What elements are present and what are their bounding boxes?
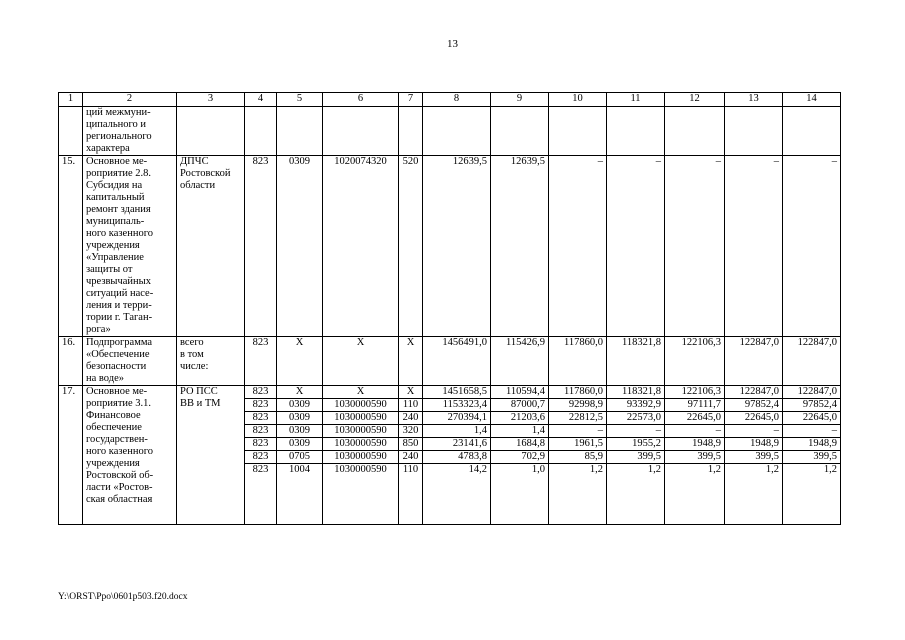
executor-cell (177, 156, 245, 337)
data-cell: – (549, 425, 607, 438)
data-cell: 122847,0 (783, 386, 841, 399)
data-cell: 1030000590 (323, 425, 399, 438)
header-cell: 13 (725, 93, 783, 107)
executor-cell-line: в том (180, 349, 204, 360)
name-cell-line: муниципаль- (86, 216, 145, 227)
empty-cell (399, 107, 423, 156)
executor-cell-line: всего (180, 337, 204, 348)
row-number-cell: 17. (59, 386, 83, 525)
data-cell: 22812,5 (549, 412, 607, 425)
data-cell: 22645,0 (725, 412, 783, 425)
data-cell: 1030000590 (323, 464, 399, 525)
data-cell: 520 (399, 156, 423, 337)
data-cell: 122847,0 (783, 337, 841, 386)
data-cell: – (783, 156, 841, 337)
data-cell: 399,5 (665, 451, 725, 464)
data-cell: Х (277, 386, 323, 399)
data-cell: 97852,4 (783, 399, 841, 412)
data-cell: 823 (245, 451, 277, 464)
header-cell: 10 (549, 93, 607, 107)
data-cell: 1030000590 (323, 399, 399, 412)
data-cell: 97111,7 (665, 399, 725, 412)
data-cell: 110594,4 (491, 386, 549, 399)
data-cell: 270394,1 (423, 412, 491, 425)
name-cell-line: роприятие 3.1. (86, 398, 152, 409)
table-row (59, 156, 841, 337)
row-number-cell: 15. (59, 156, 83, 337)
data-cell: 1,2 (783, 464, 841, 525)
data-cell: 399,5 (607, 451, 665, 464)
data-cell: 1684,8 (491, 438, 549, 451)
data-cell: 1030000590 (323, 412, 399, 425)
name-cell-line: Финансовое (86, 410, 141, 421)
empty-cell (783, 107, 841, 156)
data-cell: 117860,0 (549, 386, 607, 399)
executor-cell (177, 386, 245, 525)
name-cell-line: характера (86, 143, 130, 154)
executor-cell-line: ВВ и ТМ (180, 398, 221, 409)
empty-cell (665, 107, 725, 156)
data-cell: Х (323, 337, 399, 386)
empty-cell (491, 107, 549, 156)
data-cell: 850 (399, 438, 423, 451)
data-cell: 0309 (277, 399, 323, 412)
data-cell: 1,4 (423, 425, 491, 438)
data-cell: 0705 (277, 451, 323, 464)
header-row (59, 93, 841, 107)
name-cell-line: капитальный (86, 192, 145, 203)
data-cell: 823 (245, 337, 277, 386)
header-cell: 2 (83, 93, 177, 107)
data-cell: 1948,9 (725, 438, 783, 451)
data-cell: 21203,6 (491, 412, 549, 425)
name-cell-line: государствен- (86, 434, 148, 445)
data-cell: 87000,7 (491, 399, 549, 412)
name-cell-line: чрезвычайных (86, 276, 151, 287)
data-cell: Х (277, 337, 323, 386)
name-cell-line: ций межмуни- (86, 107, 151, 118)
name-cell-line: Ростовской об- (86, 470, 154, 481)
data-cell: 92998,9 (549, 399, 607, 412)
data-cell: 22645,0 (783, 412, 841, 425)
data-cell: 12639,5 (423, 156, 491, 337)
name-cell-line: Подпрограмма (86, 337, 153, 348)
name-cell-line: ципального и (86, 119, 147, 130)
name-cell-line: регионального (86, 131, 152, 142)
data-cell: 1004 (277, 464, 323, 525)
data-cell: 1153323,4 (423, 399, 491, 412)
empty-cell (245, 107, 277, 156)
data-cell: 1948,9 (783, 438, 841, 451)
data-cell: 12639,5 (491, 156, 549, 337)
data-cell: 399,5 (783, 451, 841, 464)
header-cell: 11 (607, 93, 665, 107)
data-cell: – (783, 425, 841, 438)
empty-cell (549, 107, 607, 156)
name-cell-line: роприятие 2.8. (86, 168, 152, 179)
data-cell: 110 (399, 399, 423, 412)
data-cell: 23141,6 (423, 438, 491, 451)
table-row (59, 337, 841, 386)
data-cell: 118321,8 (607, 337, 665, 386)
data-cell: 823 (245, 464, 277, 525)
empty-cell (323, 107, 399, 156)
executor-cell (177, 337, 245, 386)
data-cell: 1955,2 (607, 438, 665, 451)
row-number-cell (59, 107, 83, 156)
name-cell (83, 386, 177, 525)
table-row (59, 107, 841, 156)
data-cell: 0309 (277, 412, 323, 425)
data-cell: 0309 (277, 425, 323, 438)
header-cell: 8 (423, 93, 491, 107)
data-cell: – (665, 156, 725, 337)
data-cell: 1020074320 (323, 156, 399, 337)
data-cell: 122106,3 (665, 386, 725, 399)
data-cell: 823 (245, 412, 277, 425)
header-cell: 7 (399, 93, 423, 107)
data-cell: 0309 (277, 156, 323, 337)
executor-cell-line: области (180, 180, 216, 191)
name-cell-line: защиты от (86, 264, 133, 275)
table-row (59, 386, 841, 399)
data-cell: – (725, 156, 783, 337)
page-number: 13 (447, 38, 458, 50)
data-cell: 110 (399, 464, 423, 525)
data-cell: 14,2 (423, 464, 491, 525)
data-cell: 823 (245, 156, 277, 337)
name-cell-line: «Управление (86, 252, 144, 263)
data-cell: 1961,5 (549, 438, 607, 451)
name-cell-line: обеспечение (86, 422, 142, 433)
data-cell: 97852,4 (725, 399, 783, 412)
data-cell: 122847,0 (725, 386, 783, 399)
data-cell: Х (323, 386, 399, 399)
name-cell (83, 337, 177, 386)
header-cell: 12 (665, 93, 725, 107)
data-cell: 240 (399, 451, 423, 464)
data-cell: 22573,0 (607, 412, 665, 425)
name-cell (83, 156, 177, 337)
data-cell: 823 (245, 399, 277, 412)
data-cell: – (607, 156, 665, 337)
data-cell: 1,2 (549, 464, 607, 525)
data-cell: 0309 (277, 438, 323, 451)
name-cell-line: учреждения (86, 240, 140, 251)
name-cell-line: ситуаций насе- (86, 288, 154, 299)
data-cell: 1456491,0 (423, 337, 491, 386)
budget-table (58, 92, 841, 525)
data-cell: 1030000590 (323, 451, 399, 464)
empty-cell (177, 107, 245, 156)
data-cell: 117860,0 (549, 337, 607, 386)
header-cell: 4 (245, 93, 277, 107)
data-cell: 320 (399, 425, 423, 438)
name-cell-line: тории г. Таган- (86, 312, 153, 323)
data-cell: 1,2 (665, 464, 725, 525)
name-cell-line: ремонт здания (86, 204, 151, 215)
data-cell: 85,9 (549, 451, 607, 464)
name-cell-line: ласти «Ростов- (86, 482, 153, 493)
name-cell-line: ного казенного (86, 228, 153, 239)
data-cell: 93392,9 (607, 399, 665, 412)
empty-cell (423, 107, 491, 156)
header-cell: 3 (177, 93, 245, 107)
data-cell: 122847,0 (725, 337, 783, 386)
data-cell: 1,0 (491, 464, 549, 525)
data-cell: 1,4 (491, 425, 549, 438)
name-cell-line: Субсидия на (86, 180, 143, 191)
executor-cell-line: ДПЧС (180, 156, 209, 167)
name-cell-line: ного казенного (86, 446, 153, 457)
name-cell-line: Основное ме- (86, 156, 148, 167)
data-cell: 115426,9 (491, 337, 549, 386)
name-cell-line: Основное ме- (86, 386, 148, 397)
executor-cell-line: Ростовской (180, 168, 231, 179)
data-cell: 22645,0 (665, 412, 725, 425)
data-cell: Х (399, 337, 423, 386)
data-cell: 1451658,5 (423, 386, 491, 399)
header-cell: 9 (491, 93, 549, 107)
data-cell: 823 (245, 438, 277, 451)
data-cell: 1030000590 (323, 438, 399, 451)
header-cell: 5 (277, 93, 323, 107)
name-cell (83, 107, 177, 156)
row-number-cell: 16. (59, 337, 83, 386)
empty-cell (607, 107, 665, 156)
data-cell: 240 (399, 412, 423, 425)
name-cell-line: безопасности (86, 361, 147, 372)
data-cell: – (549, 156, 607, 337)
header-cell: 1 (59, 93, 83, 107)
executor-cell-line: РО ПСС (180, 386, 218, 397)
data-cell: – (607, 425, 665, 438)
data-cell: 122106,3 (665, 337, 725, 386)
data-cell: 4783,8 (423, 451, 491, 464)
name-cell-line: ления и терри- (86, 300, 152, 311)
data-cell: 1,2 (725, 464, 783, 525)
header-cell: 14 (783, 93, 841, 107)
name-cell-line: ская областная (86, 494, 153, 505)
name-cell-line: учреждения (86, 458, 140, 469)
data-cell: Х (399, 386, 423, 399)
data-cell: 1948,9 (665, 438, 725, 451)
data-cell: 823 (245, 425, 277, 438)
empty-cell (725, 107, 783, 156)
name-cell-line: «Обеспечение (86, 349, 150, 360)
footer-file-path: Y:\ORST\Ppo\0601p503.f20.docx (58, 592, 188, 602)
empty-cell (277, 107, 323, 156)
name-cell-line: на воде» (86, 373, 124, 384)
data-cell: – (725, 425, 783, 438)
data-cell: 823 (245, 386, 277, 399)
name-cell-line: рога» (86, 324, 111, 335)
data-cell: 118321,8 (607, 386, 665, 399)
header-cell: 6 (323, 93, 399, 107)
data-cell: 702,9 (491, 451, 549, 464)
executor-cell-line: числе: (180, 361, 209, 372)
data-cell: 1,2 (607, 464, 665, 525)
data-cell: – (665, 425, 725, 438)
data-cell: 399,5 (725, 451, 783, 464)
